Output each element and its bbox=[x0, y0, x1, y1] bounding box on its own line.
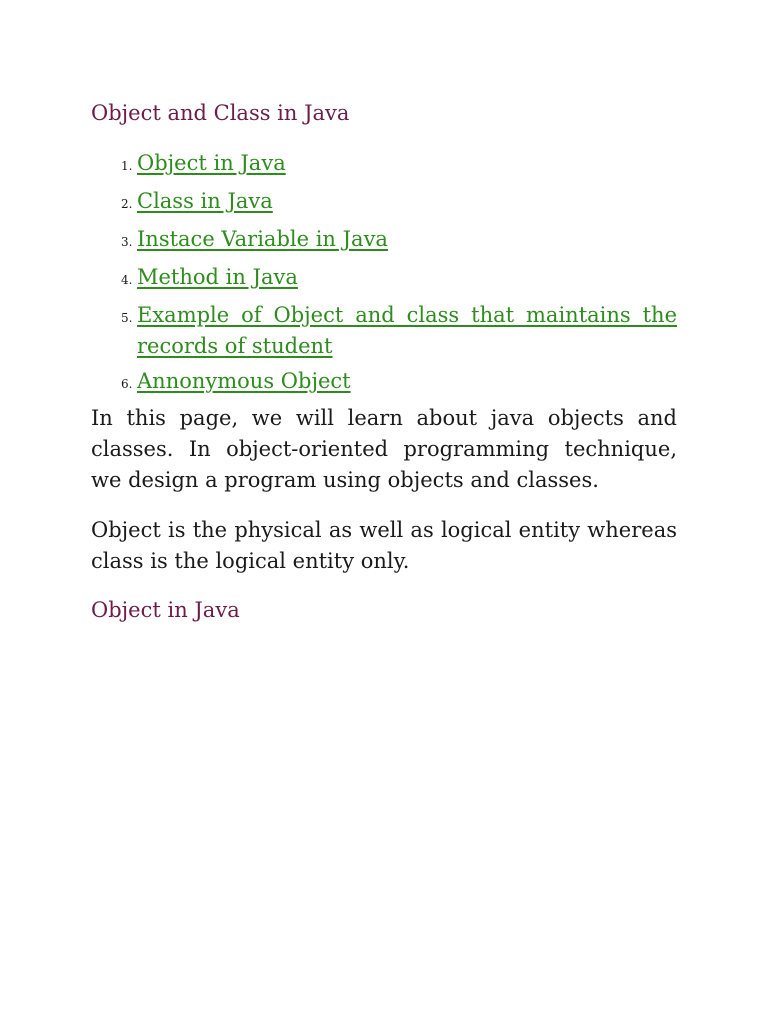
toc-item-instance-variable bbox=[121, 224, 677, 258]
intro-paragraph: In this page, we will learn about java objects and classes. In object-oriented programming technique, we design a program using objects and classes. bbox=[91, 406, 677, 492]
page-title: Object and Class in Java bbox=[91, 101, 350, 125]
toc-number: 2. bbox=[121, 197, 133, 211]
toc-link-example-student-records[interactable]: Example of Object and class that maintains the records of student bbox=[137, 303, 677, 358]
toc-link-instance-variable[interactable]: Instace Variable in Java bbox=[137, 227, 388, 251]
toc-item-object bbox=[121, 148, 677, 182]
section-heading: Object in Java bbox=[91, 598, 240, 622]
toc-item-example bbox=[121, 300, 677, 362]
toc-item-class bbox=[121, 186, 677, 220]
table-of-contents bbox=[121, 148, 677, 404]
toc-link-method-in-java[interactable]: Method in Java bbox=[137, 265, 298, 289]
toc-number: 3. bbox=[121, 235, 133, 249]
toc-item-method bbox=[121, 262, 677, 296]
toc-number: 6. bbox=[121, 377, 133, 391]
toc-number: 1. bbox=[121, 159, 133, 173]
toc-number: 5. bbox=[121, 311, 133, 325]
definition-paragraph: Object is the physical as well as logical entity whereas class is the logical entity only. bbox=[91, 518, 677, 573]
toc-item-anonymous-object bbox=[121, 366, 677, 400]
toc-link-class-in-java[interactable]: Class in Java bbox=[137, 189, 273, 213]
toc-link-object-in-java[interactable]: Object in Java bbox=[137, 151, 286, 175]
toc-link-anonymous-object[interactable]: Annonymous Object bbox=[137, 369, 351, 393]
toc-number: 4. bbox=[121, 273, 133, 287]
